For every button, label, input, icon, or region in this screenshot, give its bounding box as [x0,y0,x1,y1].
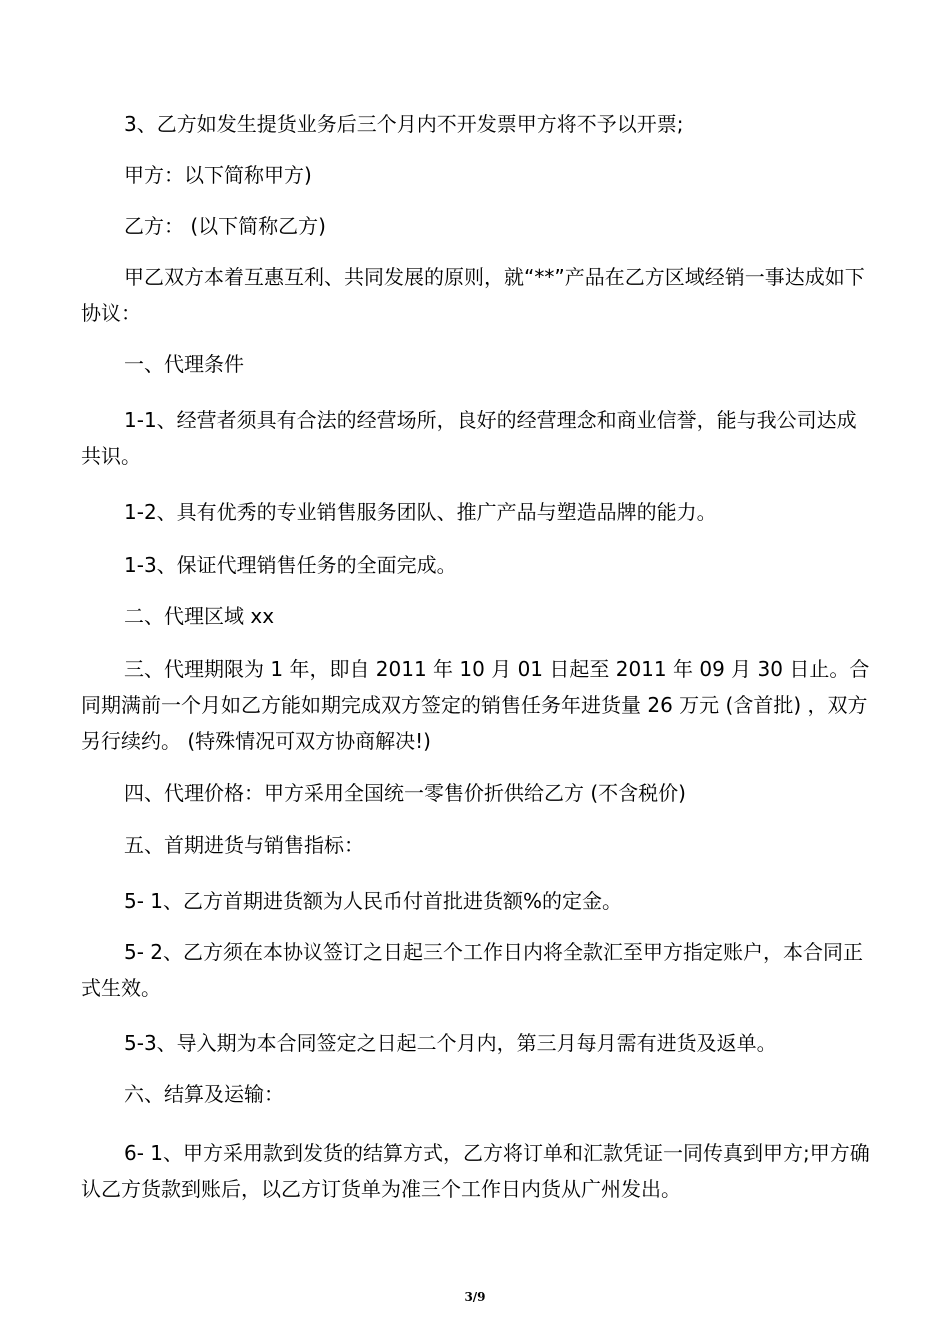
heading-agency-region: 二、代理区域 xx [124,604,275,628]
heading-settlement-transport: 六、结算及运输： [124,1082,284,1106]
paragraph-party-a: 甲方：以下简称甲方) [124,163,312,187]
heading-initial-purchase: 五、首期进货与销售指标： [124,833,364,857]
page-number: 3/9 [464,1290,486,1304]
paragraph-clause-1-1: 1-1、经营者须具有合法的经营场所，良好的经营理念和商业信誉，能与我公司达成共识。 [81,408,857,468]
paragraph-clause-5-2: 5- 2、乙方须在本协议签订之日起三个工作日内将全款汇至甲方指定账户，本合同正式生效。 [81,940,864,1000]
paragraph-clause-5-1: 5- 1、乙方首期进货额为人民币付首批进货额%的定金。 [124,889,623,913]
paragraph-invoice-clause: 3、乙方如发生提货业务后三个月内不开发票甲方将不予以开票; [124,112,684,136]
paragraph-clause-6-1: 6- 1、甲方采用款到发货的结算方式，乙方将订单和汇款凭证一同传真到甲方;甲方确认乙方货款到账后，以乙方订货单为准三个工作日内货从广州发出。 [81,1141,870,1201]
paragraph-agency-term: 三、代理期限为 1 年，即自 2011 年 10 月 01 日起至 2011 年 09 月 30 日止。合同期满前一个月如乙方能如期完成双方签定的销售任务年进货量 26 万元 (含首批) ，双方另行续约。 (特殊情况可双方协商解决!) [81,657,870,753]
paragraph-preamble: 甲乙双方本着互惠互利、共同发展的原则，就“**”产品在乙方区域经销一事达成如下协议： [81,265,865,325]
paragraph-clause-5-3: 5-3、导入期为本合同签定之日起二个月内，第三月每月需有进货及返单。 [124,1031,777,1055]
paragraph-clause-1-2: 1-2、具有优秀的专业销售服务团队、推广产品与塑造品牌的能力。 [124,500,717,524]
paragraph-party-b: 乙方： (以下简称乙方) [124,214,326,238]
paragraph-agency-price: 四、代理价格：甲方采用全国统一零售价折供给乙方 (不含税价) [124,781,686,805]
paragraph-clause-1-3: 1-3、保证代理销售任务的全面完成。 [124,553,457,577]
heading-agency-conditions: 一、代理条件 [124,352,244,376]
